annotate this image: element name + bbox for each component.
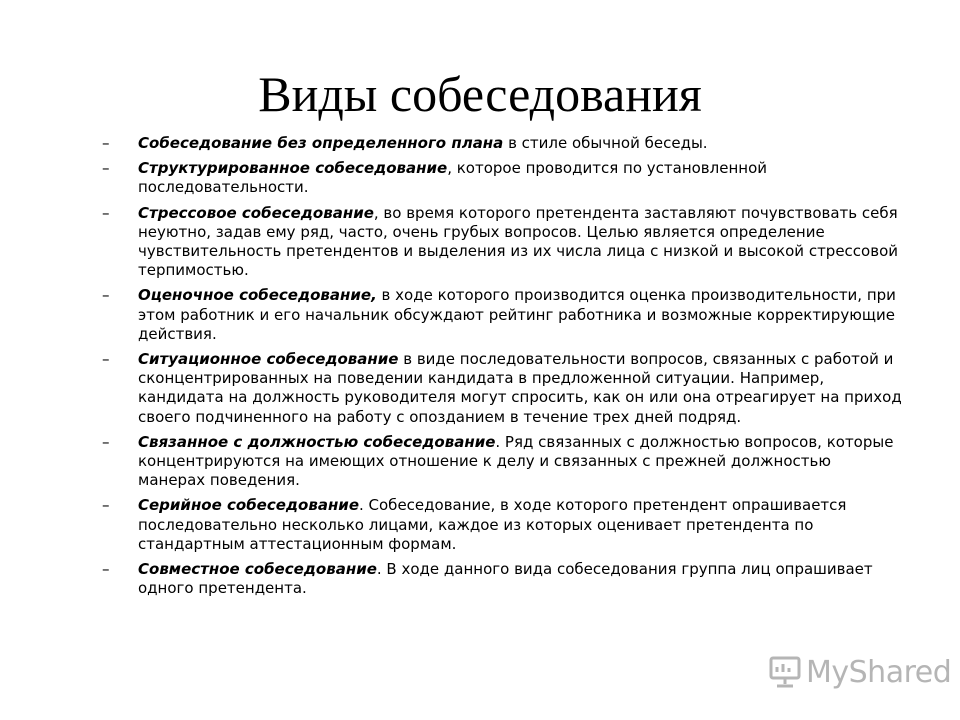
myshared-watermark[interactable] <box>768 652 951 692</box>
list-item <box>102 560 902 598</box>
item-text: , которое проводится по установленной последовательности. <box>138 159 767 197</box>
item-term: Структурированное собеседование <box>138 159 448 178</box>
list-item <box>102 286 902 344</box>
item-term: Связанное с должностью собеседование <box>138 432 496 451</box>
item-text: . Ряд связанных с должностью вопросов, которые концентрируются на имеющих отношение к делу и связанных с прежней должностью манерах поведения. <box>138 432 894 490</box>
item-term: Оценочное собеседование, <box>138 286 377 305</box>
list-item <box>102 496 902 554</box>
item-text: в виде последовательности вопросов, связанных с работой и сконцентрированных на поведении кандидата в предложенной ситуации. Например, кандидата на должность руководителя могут спросить, как он или она отреагирует на приход своего подчиненного на работу с опозданием в течение трех дней подряд. <box>138 350 902 426</box>
list-item <box>102 159 902 197</box>
item-term: Собеседование без определенного плана <box>138 134 504 152</box>
bullet-marker: – <box>102 350 110 369</box>
item-term: Серийное собеседование <box>138 496 359 515</box>
item-text: в ходе которого производится оценка производительности, при этом работник и его начальник обсуждают рейтинг работника и возможные корректирующие действия. <box>138 286 896 343</box>
bullet-marker: – <box>102 496 110 515</box>
item-text: в стиле обычной беседы. <box>503 134 708 152</box>
watermark-text: MyShared <box>806 654 952 690</box>
list-item <box>102 134 902 153</box>
item-term: Совместное собеседование <box>138 560 377 579</box>
bullet-marker: – <box>102 203 110 222</box>
item-term: Ситуационное собеседование <box>138 350 399 369</box>
list-item <box>102 433 902 491</box>
bullet-marker: – <box>102 560 110 579</box>
item-text: . В ходе данного вида собеседования группа лиц опрашивает одного претендента. <box>138 560 873 598</box>
bullet-marker: – <box>102 286 110 305</box>
slide-title: Виды собеседования <box>258 66 702 122</box>
presentation-board-icon <box>768 655 802 689</box>
bullet-marker: – <box>102 134 110 152</box>
list-item <box>102 350 902 427</box>
bullet-marker: – <box>102 432 110 451</box>
item-text: . Собеседование, в ходе которого претендент опрашивается последовательно несколько лицами, каждое из которых оценивает претендента по стандартным аттестационным формам. <box>138 496 847 553</box>
bullet-marker: – <box>102 159 110 178</box>
list-item <box>102 204 902 281</box>
item-term: Стрессовое собеседование <box>138 203 374 222</box>
bullet-list <box>102 134 902 604</box>
item-text: , во время которого претендента заставляют почувствовать себя неуютно, задав ему ряд, часто, очень грубых вопросов. Целью является определение чувствительность претендентов и выделения из их числа лица с низкой и высокой стрессовой терпимостью. <box>138 203 898 280</box>
